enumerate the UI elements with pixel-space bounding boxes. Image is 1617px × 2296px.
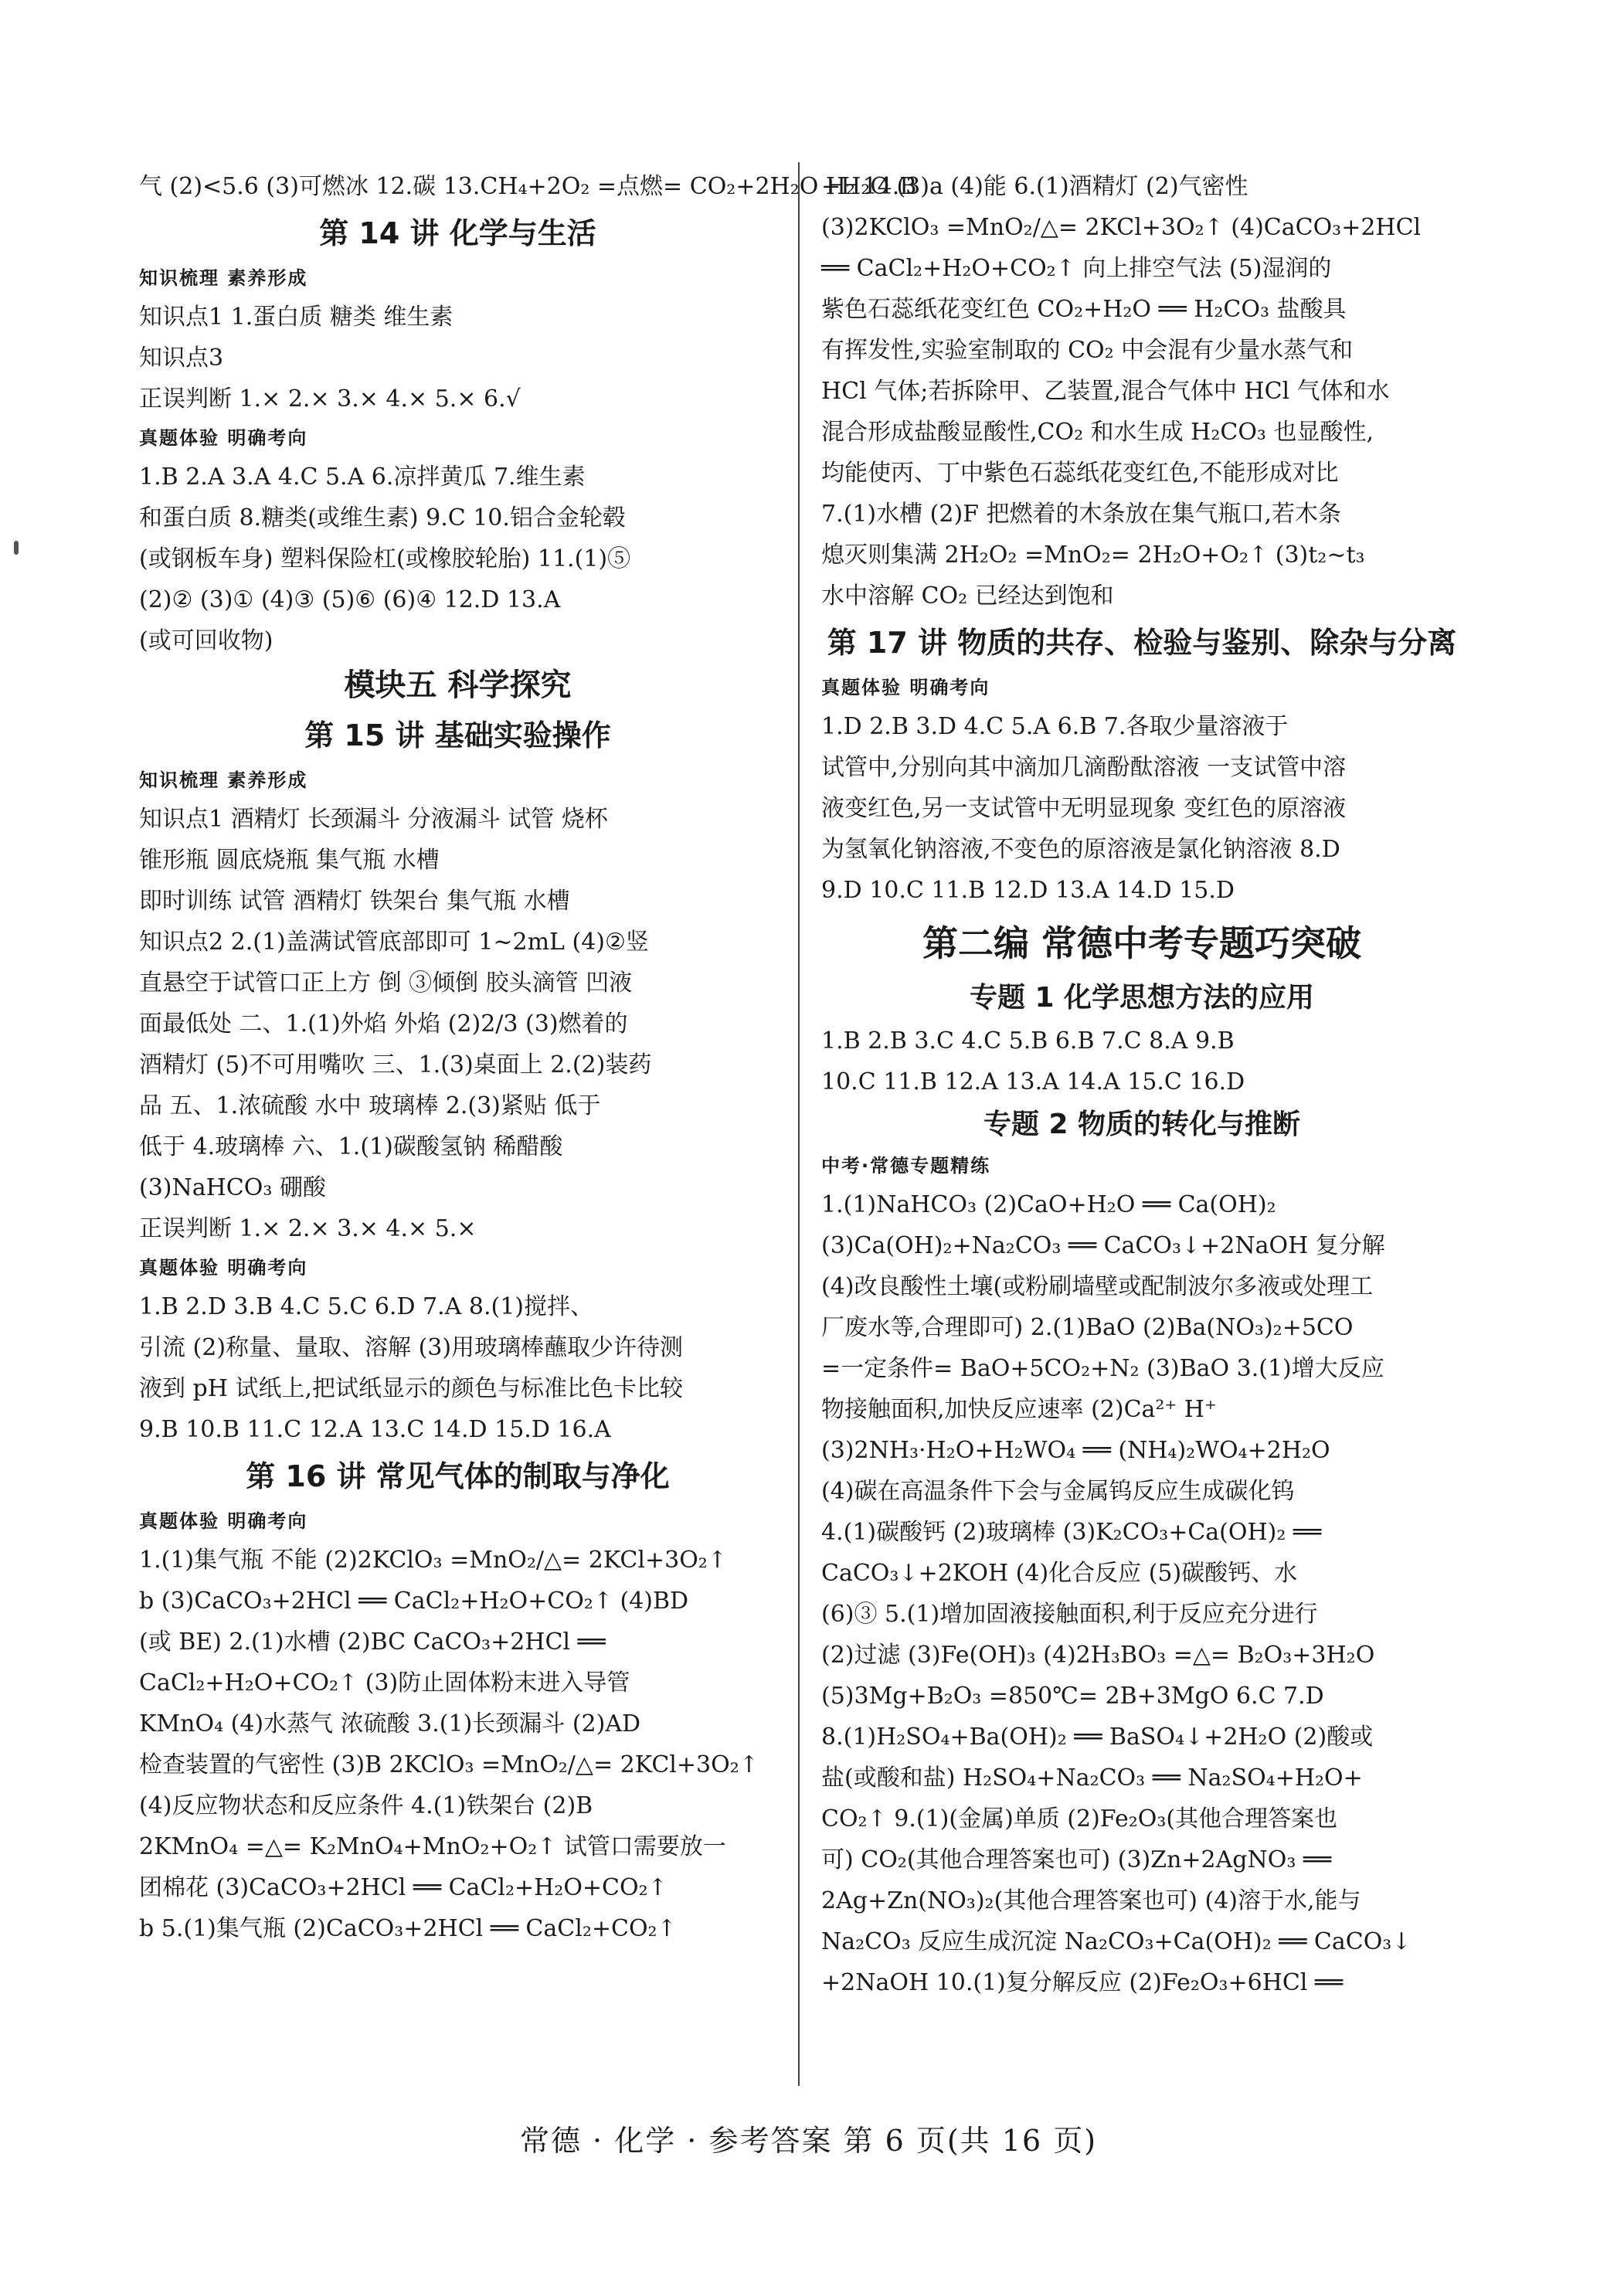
- page-footer: 常德 · 化学 · 参考答案 第 6 页(共 16 页): [519, 2124, 1098, 2158]
- answer-line: 知识点2 2.(1)盖满试管底部即可 1~2mL (4)②竖: [139, 929, 649, 956]
- answer-line: 和蛋白质 8.糖类(或维生素) 9.C 10.铝合金轮毂: [139, 504, 626, 532]
- answer-line: (5)3Mg+B₂O₃ =850℃= 2B+3MgO 6.C 7.D: [821, 1683, 1324, 1710]
- answer-line: +H₂O (3)a (4)能 6.(1)酒精灯 (2)气密性: [821, 173, 1248, 200]
- answer-line: (6)③ 5.(1)增加固液接触面积,利于反应充分进行: [821, 1601, 1318, 1628]
- answer-line: 知识点1 1.蛋白质 糖类 维生素: [139, 304, 454, 331]
- answer-line: CaCl₂+H₂O+CO₂↑ (3)防止固体粉末进入导管: [139, 1669, 630, 1697]
- answer-line: 10.C 11.B 12.A 13.A 14.A 15.C 16.D: [821, 1068, 1245, 1095]
- answer-line: 直悬空于试管口正上方 倒 ③倾倒 胶头滴管 凹液: [139, 970, 633, 997]
- answer-line: (4)碳在高温条件下会与金属钨反应生成碳化钨: [821, 1478, 1295, 1505]
- answer-line: 面最低处 二、1.(1)外焰 外焰 (2)2/3 (3)燃着的: [139, 1010, 628, 1038]
- answer-line: 紫色石蕊纸花变红色 CO₂+H₂O ══ H₂CO₃ 盐酸具: [821, 296, 1347, 323]
- answer-line: (2)过滤 (3)Fe(OH)₃ (4)2H₃BO₃ =△= B₂O₃+3H₂O: [821, 1642, 1375, 1669]
- answer-line: 2Ag+Zn(NO₃)₂(其他合理答案也可) (4)溶于水,能与: [821, 1887, 1361, 1914]
- answer-line: 熄灭则集满 2H₂O₂ =MnO₂= 2H₂O+O₂↑ (3)t₂~t₃: [821, 542, 1365, 569]
- answer-line: 7.(1)水槽 (2)F 把燃着的木条放在集气瓶口,若木条: [821, 501, 1342, 528]
- section-heading: 中考·常德专题精练: [821, 1155, 991, 1177]
- answer-line: 正误判断 1.× 2.× 3.× 4.× 5.× 6.√: [139, 385, 521, 413]
- answer-line: (或钢板车身) 塑料保险杠(或橡胶轮胎) 11.(1)⑤: [139, 545, 631, 572]
- answer-line: 2KMnO₄ =△= K₂MnO₄+MnO₂+O₂↑ 试管口需要放一: [139, 1833, 726, 1860]
- answer-line: 知识点1 酒精灯 长颈漏斗 分液漏斗 试管 烧杯: [139, 806, 608, 833]
- answer-line: ══ CaCl₂+H₂O+CO₂↑ 向上排空气法 (5)湿润的: [821, 255, 1332, 282]
- answer-line: (或可回收物): [139, 627, 273, 654]
- answer-line: 锥形瓶 圆底烧瓶 集气瓶 水槽: [139, 847, 440, 874]
- scan-mark: [14, 541, 19, 555]
- answer-line: (或 BE) 2.(1)水槽 (2)BC CaCO₃+2HCl ══: [139, 1629, 606, 1656]
- answer-line: 有挥发性,实验室制取的 CO₂ 中会混有少量水蒸气和: [821, 337, 1354, 364]
- answer-line: 试管中,分别向其中滴加几滴酚酞溶液 一支试管中溶: [821, 754, 1347, 781]
- answer-line: 液变红色,另一支试管中无明显现象 变红色的原溶液: [821, 795, 1347, 822]
- answer-line: KMnO₄ (4)水蒸气 浓硫酸 3.(1)长颈漏斗 (2)AD: [139, 1710, 641, 1737]
- answer-line: 物接触面积,加快反应速率 (2)Ca²⁺ H⁺: [821, 1396, 1217, 1423]
- answer-line: b (3)CaCO₃+2HCl ══ CaCl₂+H₂O+CO₂↑ (4)BD: [139, 1588, 689, 1615]
- answer-line: 1.(1)NaHCO₃ (2)CaO+H₂O ══ Ca(OH)₂: [821, 1191, 1276, 1218]
- topic-heading: 专题 2 物质的转化与推断: [983, 1109, 1301, 1140]
- answer-line: CO₂↑ 9.(1)(金属)单质 (2)Fe₂O₃(其他合理答案也: [821, 1805, 1338, 1832]
- answer-line: 品 五、1.浓硫酸 水中 玻璃棒 2.(3)紧贴 低于: [139, 1092, 601, 1119]
- answer-line: 液到 pH 试纸上,把试纸显示的颜色与标准比色卡比较: [139, 1375, 683, 1402]
- answer-line: =一定条件= BaO+5CO₂+N₂ (3)BaO 3.(1)增大反应: [821, 1355, 1384, 1382]
- answer-line: 知识点3: [139, 345, 224, 372]
- answer-line: 8.(1)H₂SO₄+Ba(OH)₂ ══ BaSO₄↓+2H₂O (2)酸或: [821, 1724, 1374, 1751]
- answer-line: (3)NaHCO₃ 硼酸: [139, 1174, 326, 1201]
- answer-line: 水中溶解 CO₂ 已经达到饱和: [821, 582, 1114, 610]
- answer-line: 低于 4.玻璃棒 六、1.(1)碳酸氢钠 稀醋酸: [139, 1133, 563, 1160]
- answer-line: 正误判断 1.× 2.× 3.× 4.× 5.×: [139, 1215, 477, 1242]
- answer-line: 可) CO₂(其他合理答案也可) (3)Zn+2AgNO₃ ══: [821, 1846, 1332, 1873]
- topic-heading: 专题 1 化学思想方法的应用: [969, 982, 1315, 1014]
- section-heading: 知识梳理 素养形成: [139, 769, 308, 791]
- answer-line: 1.B 2.A 3.A 4.C 5.A 6.凉拌黄瓜 7.维生素: [139, 464, 586, 491]
- section-heading: 真题体验 明确考向: [821, 677, 990, 698]
- answer-line: 即时训练 试管 酒精灯 铁架台 集气瓶 水槽: [139, 888, 570, 915]
- answer-line: 团棉花 (3)CaCO₃+2HCl ══ CaCl₂+H₂O+CO₂↑: [139, 1874, 668, 1901]
- lecture-heading: 第 15 讲 基础实验操作: [304, 718, 611, 752]
- lecture-heading: 第 14 讲 化学与生活: [319, 216, 596, 250]
- lecture-heading: 第 17 讲 物质的共存、检验与鉴别、除杂与分离: [827, 626, 1457, 660]
- lecture-heading: 第 16 讲 常见气体的制取与净化: [246, 1459, 670, 1493]
- answer-line: 1.B 2.B 3.C 4.C 5.B 6.B 7.C 8.A 9.B: [821, 1027, 1235, 1055]
- answer-line: b 5.(1)集气瓶 (2)CaCO₃+2HCl ══ CaCl₂+CO₂↑: [139, 1915, 677, 1942]
- section-heading: 真题体验 明确考向: [139, 427, 308, 449]
- module-heading: 模块五 科学探究: [344, 667, 572, 703]
- answer-line: 气 (2)<5.6 (3)可燃冰 12.碳 13.CH₄+2O₂ =点燃= CO₂+2H₂O H₂ 14.B: [139, 173, 917, 200]
- answer-line: (2)② (3)① (4)③ (5)⑥ (6)④ 12.D 13.A: [139, 586, 561, 613]
- section-heading: 真题体验 明确考向: [139, 1257, 308, 1279]
- answer-line: 1.B 2.D 3.B 4.C 5.C 6.D 7.A 8.(1)搅拌、: [139, 1293, 594, 1320]
- answer-line: (3)Ca(OH)₂+Na₂CO₃ ══ CaCO₃↓+2NaOH 复分解: [821, 1232, 1385, 1259]
- answer-line: 为氢氧化钠溶液,不变色的原溶液是氯化钠溶液 8.D: [821, 836, 1340, 863]
- answer-line: +2NaOH 10.(1)复分解反应 (2)Fe₂O₃+6HCl ══: [821, 1969, 1344, 1996]
- answer-line: 酒精灯 (5)不可用嘴吹 三、1.(3)桌面上 2.(2)装药: [139, 1051, 652, 1078]
- answer-line: 9.D 10.C 11.B 12.D 13.A 14.D 15.D: [821, 877, 1235, 904]
- answer-line: 4.(1)碳酸钙 (2)玻璃棒 (3)K₂CO₃+Ca(OH)₂ ══: [821, 1519, 1322, 1546]
- answer-line: 1.D 2.B 3.D 4.C 5.A 6.B 7.各取少量溶液于: [821, 713, 1289, 740]
- answer-line: Na₂CO₃ 反应生成沉淀 Na₂CO₃+Ca(OH)₂ ══ CaCO₃↓: [821, 1928, 1411, 1955]
- right-column: [821, 166, 1462, 2003]
- section-heading: 真题体验 明确考向: [139, 1510, 308, 1532]
- answer-line: 1.(1)集气瓶 不能 (2)2KClO₃ =MnO₂/△= 2KCl+3O₂↑: [139, 1547, 727, 1574]
- answer-line: 引流 (2)称量、量取、溶解 (3)用玻璃棒蘸取少许待测: [139, 1334, 684, 1361]
- answer-line: HCl 气体;若拆除甲、乙装置,混合气体中 HCl 气体和水: [821, 378, 1390, 405]
- answer-line: 厂废水等,合理即可) 2.(1)BaO (2)Ba(NO₃)₂+5CO: [821, 1314, 1354, 1341]
- answer-line: 9.B 10.B 11.C 12.A 13.C 14.D 15.D 16.A: [139, 1416, 611, 1443]
- answer-line: (3)2KClO₃ =MnO₂/△= 2KCl+3O₂↑ (4)CaCO₃+2HCl: [821, 214, 1422, 241]
- answer-line: (4)改良酸性土壤(或粉刷墙壁或配制波尔多液或处理工: [821, 1273, 1374, 1300]
- answer-line: (4)反应物状态和反应条件 4.(1)铁架台 (2)B: [139, 1792, 593, 1819]
- part-heading: 第二编 常德中考专题巧突破: [922, 922, 1361, 964]
- answer-line: 检查装置的气密性 (3)B 2KClO₃ =MnO₂/△= 2KCl+3O₂↑: [139, 1751, 759, 1778]
- answer-line: CaCO₃↓+2KOH (4)化合反应 (5)碳酸钙、水: [821, 1560, 1298, 1587]
- answer-line: 均能使丙、丁中紫色石蕊纸花变红色,不能形成对比: [821, 460, 1339, 487]
- answer-line: (3)2NH₃·H₂O+H₂WO₄ ══ (NH₄)₂WO₄+2H₂O: [821, 1437, 1330, 1464]
- answer-line: 混合形成盐酸显酸性,CO₂ 和水生成 H₂CO₃ 也显酸性,: [821, 419, 1374, 446]
- section-heading: 知识梳理 素养形成: [139, 267, 308, 289]
- answer-line: 盐(或酸和盐) H₂SO₄+Na₂CO₃ ══ Na₂SO₄+H₂O+: [821, 1764, 1363, 1792]
- column-divider: [798, 162, 800, 2086]
